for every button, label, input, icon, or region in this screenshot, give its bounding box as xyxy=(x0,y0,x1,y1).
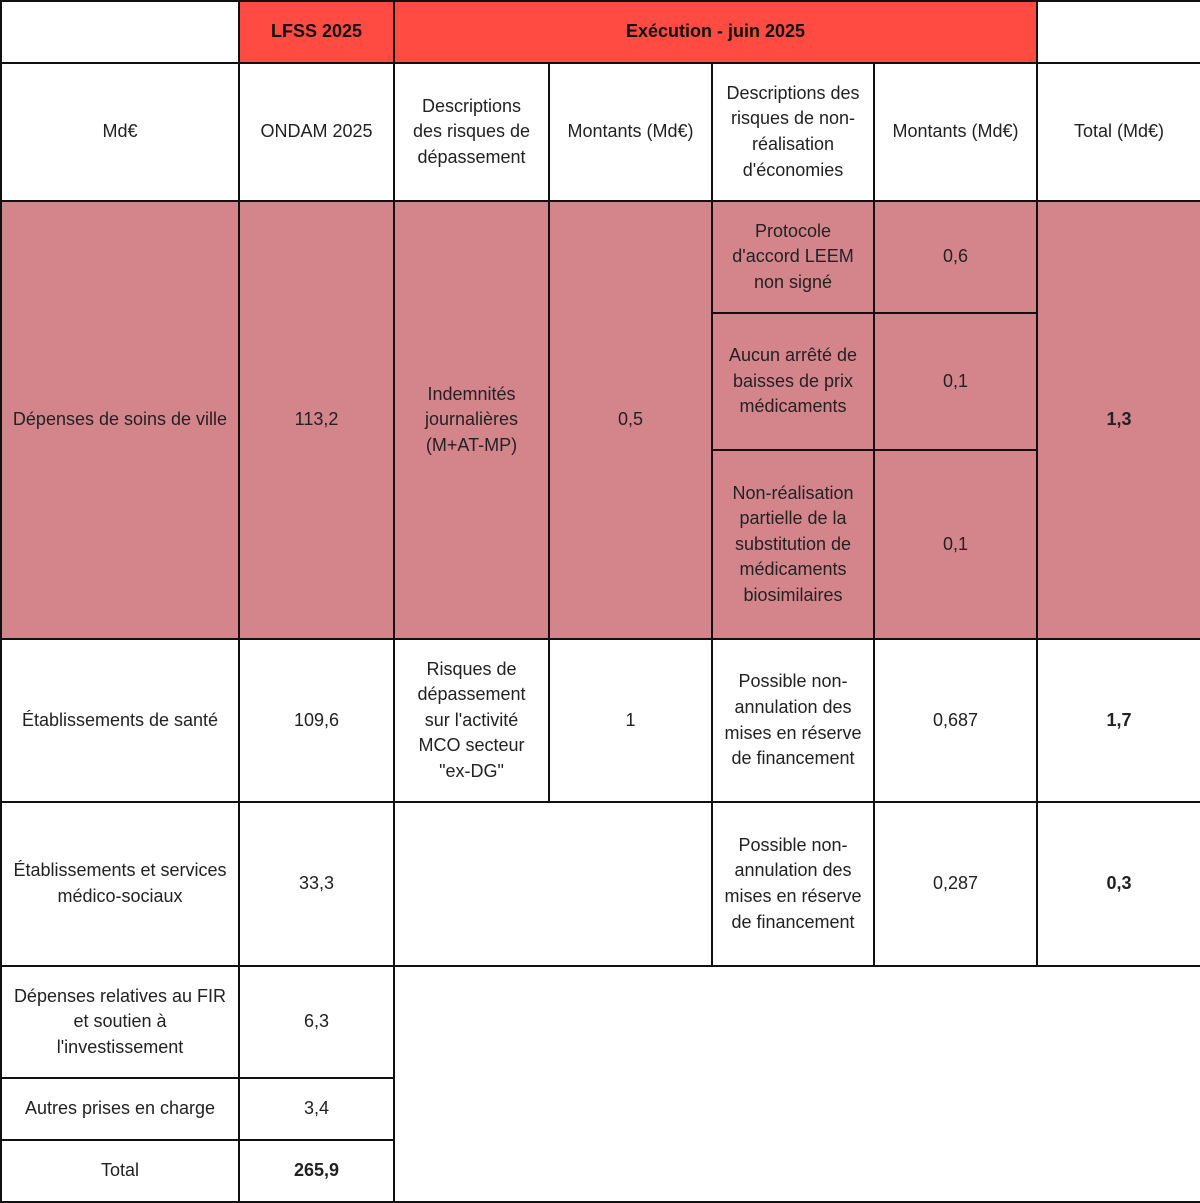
row-total-medico-sociaux: 0,3 xyxy=(1037,802,1200,966)
eco-amount-biosimilaires: 0,1 xyxy=(874,450,1037,639)
header-execution-juin-2025: Exécution - juin 2025 xyxy=(394,1,1037,63)
table-header-top-row xyxy=(1,1,1200,63)
row-label-total: Total xyxy=(1,1140,239,1202)
header-top-right-blank xyxy=(1037,1,1200,63)
row-risk-amount-soins-ville: 0,5 xyxy=(549,201,712,639)
row-eco-amount-etablissements-sante: 0,687 xyxy=(874,639,1037,802)
header-corner-cell xyxy=(1,1,239,63)
table-row xyxy=(1,966,1200,1078)
eco-amount-prix-medicaments: 0,1 xyxy=(874,313,1037,450)
table-header-row xyxy=(1,63,1200,201)
table-row xyxy=(1,639,1200,802)
header-montants-1: Montants (Md€) xyxy=(549,63,712,201)
row-risk-empty-medico-sociaux xyxy=(394,802,712,966)
row-label-etablissements-sante: Établissements de santé xyxy=(1,639,239,802)
eco-amount-leem: 0,6 xyxy=(874,201,1037,313)
header-montants-2: Montants (Md€) xyxy=(874,63,1037,201)
row-ondam-autres: 3,4 xyxy=(239,1078,394,1140)
header-unit: Md€ xyxy=(1,63,239,201)
eco-desc-biosimilaires: Non-réalisation partielle de la substitution de médicaments biosimilaires xyxy=(712,450,874,639)
header-desc-depassement: Descriptions des risques de dépassement xyxy=(394,63,549,201)
row-label-autres: Autres prises en charge xyxy=(1,1078,239,1140)
row-ondam-etablissements-sante: 109,6 xyxy=(239,639,394,802)
row-label-soins-ville: Dépenses de soins de ville xyxy=(1,201,239,639)
eco-desc-prix-medicaments: Aucun arrêté de baisses de prix médicaments xyxy=(712,313,874,450)
row-ondam-medico-sociaux: 33,3 xyxy=(239,802,394,966)
row-total-soins-ville: 1,3 xyxy=(1037,201,1200,639)
row-ondam-total: 265,9 xyxy=(239,1140,394,1202)
eco-desc-leem: Protocole d'accord LEEM non signé xyxy=(712,201,874,313)
header-desc-non-realisation: Descriptions des risques de non-réalisation d'économies xyxy=(712,63,874,201)
row-risk-desc-etablissements-sante: Risques de dépassement sur l'activité MCO secteur "ex-DG" xyxy=(394,639,549,802)
row-label-medico-sociaux: Établissements et services médico-sociaux xyxy=(1,802,239,966)
row-eco-desc-etablissements-sante: Possible non-annulation des mises en réserve de financement xyxy=(712,639,874,802)
row-eco-desc-medico-sociaux: Possible non-annulation des mises en réserve de financement xyxy=(712,802,874,966)
bottom-empty-area xyxy=(394,966,1200,1202)
table-row xyxy=(1,201,1200,313)
row-total-etablissements-sante: 1,7 xyxy=(1037,639,1200,802)
header-ondam: ONDAM 2025 xyxy=(239,63,394,201)
row-ondam-soins-ville: 113,2 xyxy=(239,201,394,639)
row-risk-desc-soins-ville: Indemnités journalières (M+AT-MP) xyxy=(394,201,549,639)
header-lfss-2025: LFSS 2025 xyxy=(239,1,394,63)
header-total: Total (Md€) xyxy=(1037,63,1200,201)
table-row xyxy=(1,802,1200,966)
row-label-fir: Dépenses relatives au FIR et soutien à l'investissement xyxy=(1,966,239,1078)
row-risk-amount-etablissements-sante: 1 xyxy=(549,639,712,802)
row-eco-amount-medico-sociaux: 0,287 xyxy=(874,802,1037,966)
row-ondam-fir: 6,3 xyxy=(239,966,394,1078)
